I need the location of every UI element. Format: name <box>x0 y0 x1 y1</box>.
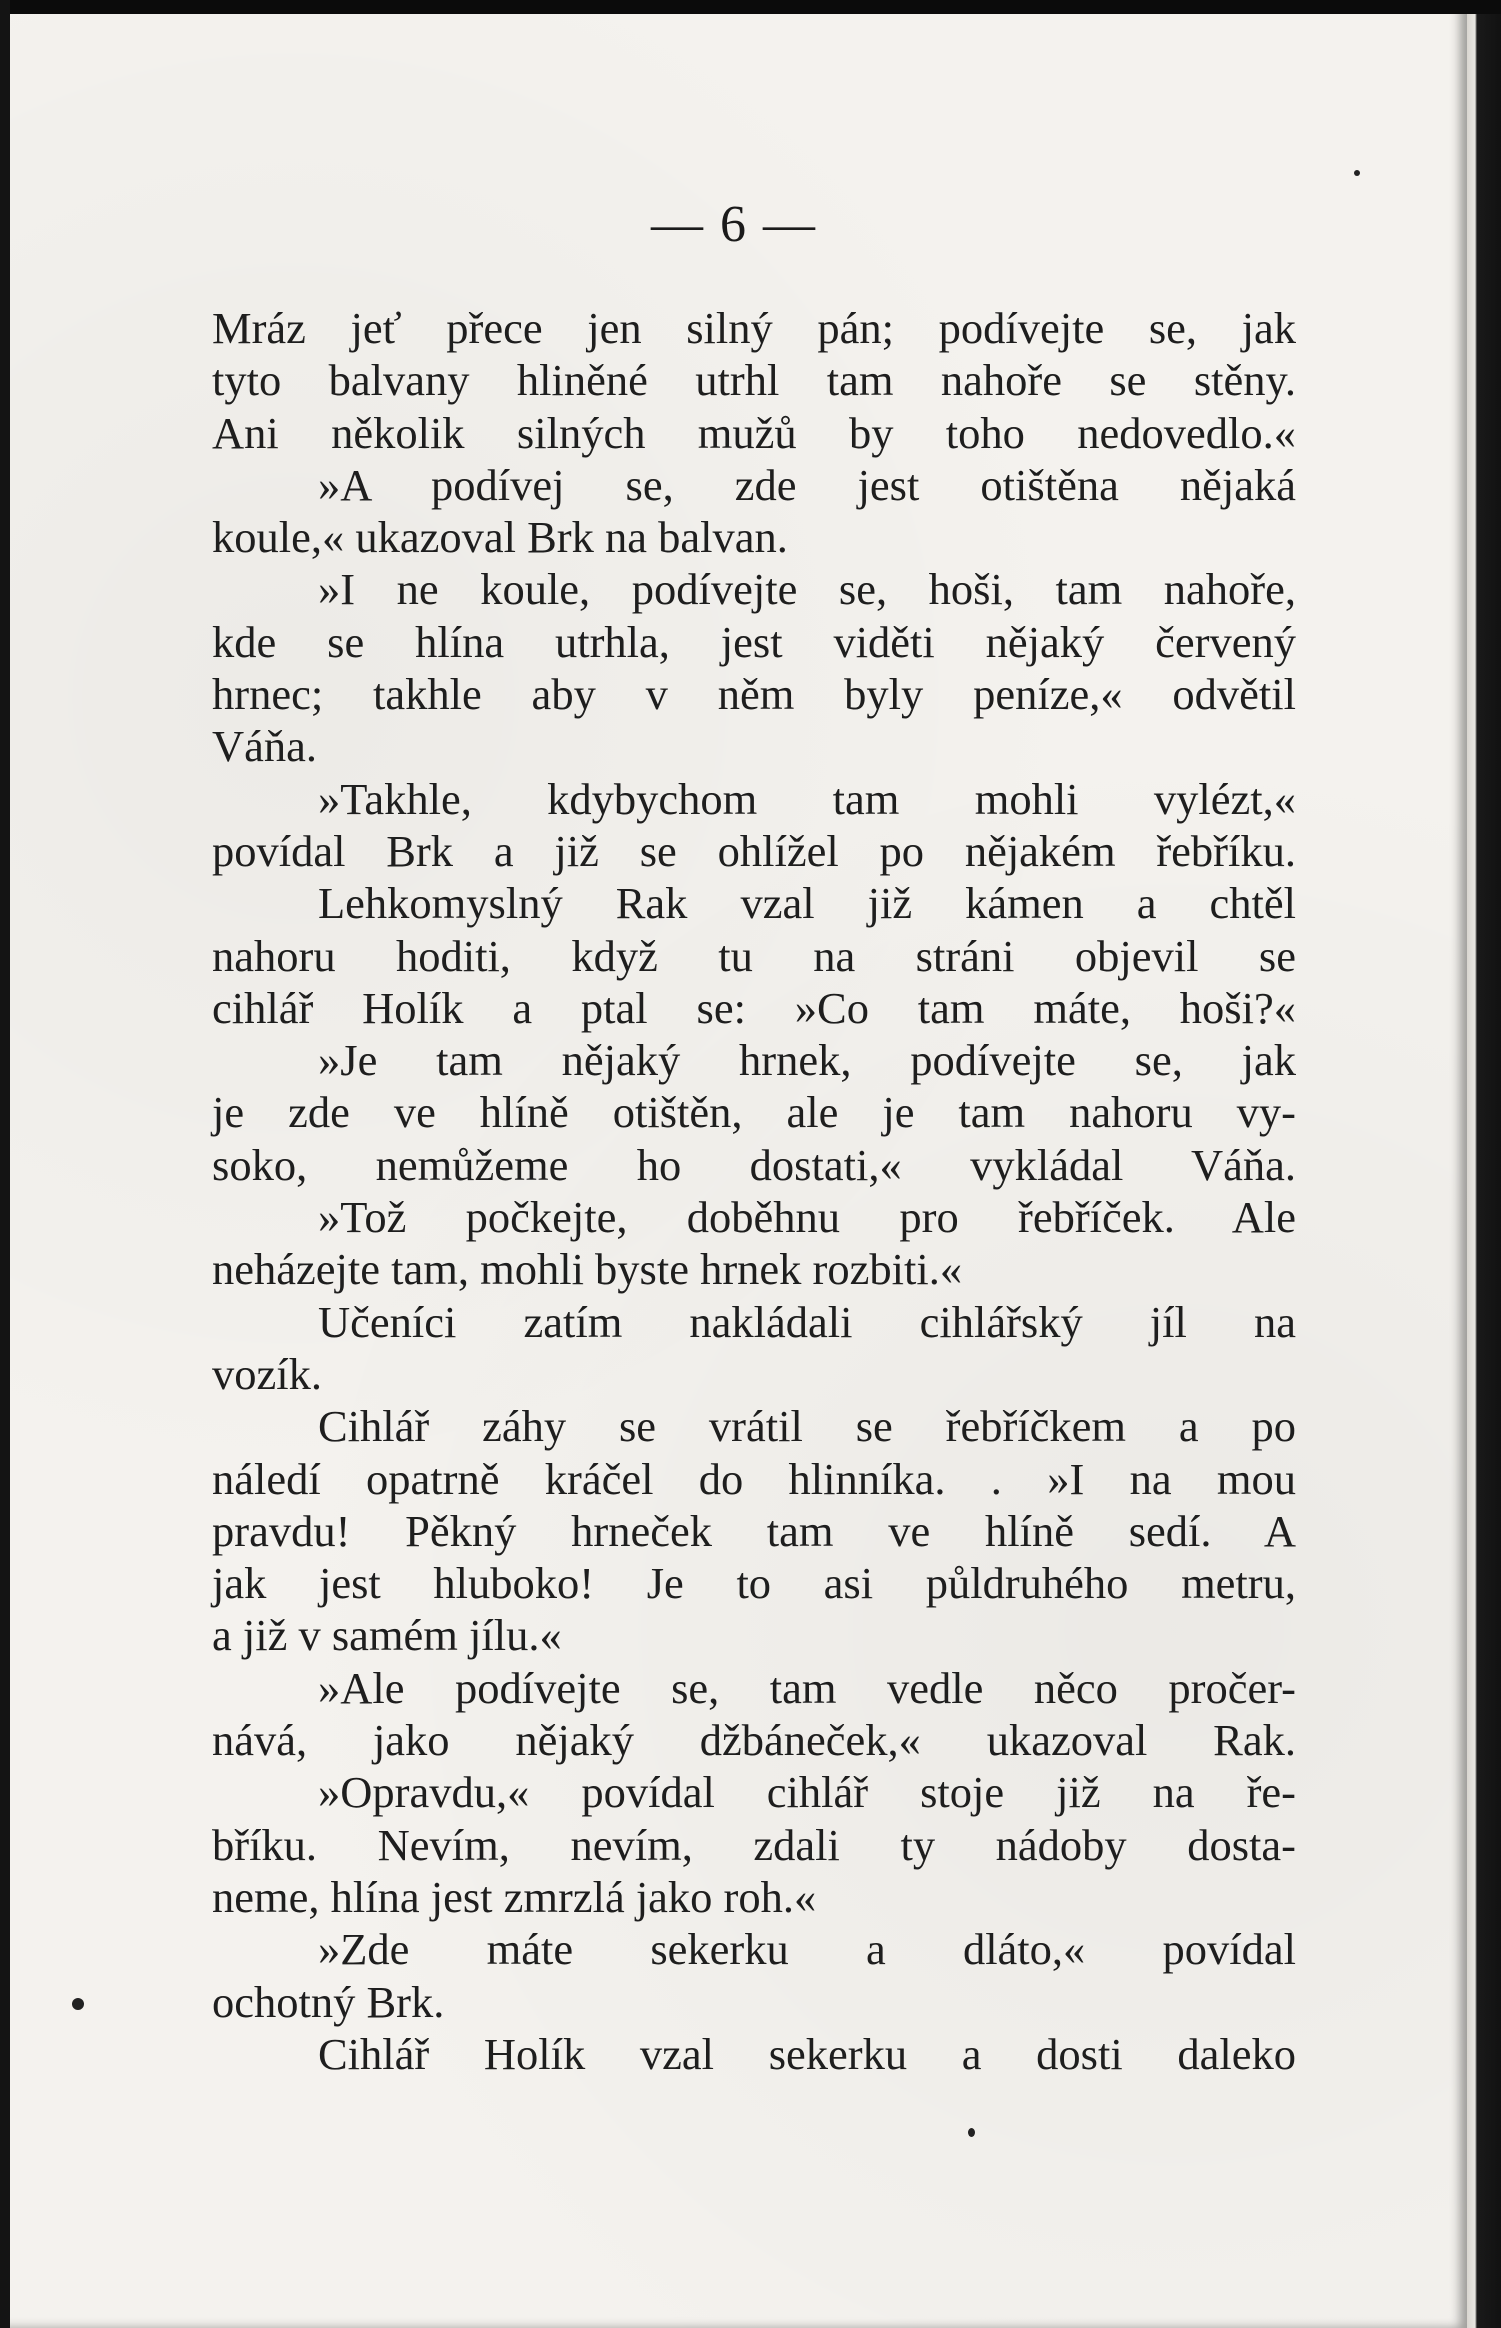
text-line: Učeníci zatím nakládali cihlářský jíl na <box>318 1296 1296 1347</box>
text-line: tyto balvany hliněné utrhl tam nahoře se stěny. <box>212 355 1296 406</box>
body-text <box>212 302 1296 2080</box>
text-line: »Je tam nějaký hrnek, podívejte se, jak <box>318 1035 1296 1086</box>
scan-top-border <box>0 0 1501 14</box>
text-line: bříku. Nevím, nevím, zdali ty nádoby dosta- <box>212 1819 1296 1870</box>
text-line: »Ale podívejte se, tam vedle něco pročer- <box>318 1662 1296 1713</box>
text-line: neházejte tam, mohli byste hrnek rozbiti.« <box>212 1244 963 1295</box>
text-line: »I ne koule, podívejte se, hoši, tam nahoře, <box>318 564 1296 615</box>
ink-speck <box>72 1998 84 2010</box>
text-line: jak jest hluboko! Je to asi půldruhého metru, <box>212 1558 1296 1609</box>
text-line: povídal Brk a již se ohlížel po nějakém řebříku. <box>212 825 1296 876</box>
text-line: je zde ve hlíně otištěn, ale je tam nahoru vy- <box>212 1087 1296 1138</box>
text-line: Cihlář záhy se vrátil se řebříčkem a po <box>318 1401 1296 1452</box>
text-line: Váňa. <box>212 721 318 772</box>
ink-speck <box>968 2128 975 2137</box>
text-line: pravdu! Pěkný hrneček tam ve hlíně sedí. A <box>212 1505 1296 1556</box>
text-line: »Takhle, kdybychom tam mohli vylézt,« <box>318 773 1296 824</box>
text-line: »Opravdu,« povídal cihlář stoje již na ře- <box>318 1767 1296 1818</box>
text-line: soko, nemůžeme ho dostati,« vykládal Váňa. <box>212 1139 1296 1190</box>
text-line: neme, hlína jest zmrzlá jako roh.« <box>212 1871 817 1922</box>
text-line: a již v samém jílu.« <box>212 1610 562 1661</box>
text-line: koule,« ukazoval Brk na balvan. <box>212 512 788 563</box>
text-line: Mráz jeť přece jen silný pán; podívejte se, jak <box>212 303 1296 353</box>
text-line: »Zde máte sekerku a dláto,« povídal <box>318 1924 1296 1975</box>
text-line: Cihlář Holík vzal sekerku a dosti daleko <box>318 2028 1296 2079</box>
page-number: — 6 — <box>651 196 817 253</box>
text-line: hrnec; takhle aby v něm byly peníze,« odvětil <box>212 669 1296 720</box>
text-line: »A podívej se, zde jest otištěna nějaká <box>318 459 1296 510</box>
scan-left-border <box>0 0 10 2328</box>
text-line: kde se hlína utrhla, jest viděti nějaký červený <box>212 616 1296 667</box>
text-line: nahoru hoditi, když tu na stráni objevil se <box>212 930 1296 981</box>
text-line: nává, jako nějaký džbáneček,« ukazoval Rak. <box>212 1715 1296 1766</box>
text-line: vozík. <box>212 1348 322 1399</box>
text-line: náledí opatrně kráčel do hlinníka. . »I na mou <box>212 1453 1296 1504</box>
text-line: cihlář Holík a ptal se: »Co tam máte, hoši?« <box>212 982 1296 1033</box>
text-line: Ani několik silných mužů by toho nedovedlo.« <box>212 407 1296 458</box>
text-line: ochotný Brk. <box>212 1976 445 2027</box>
ink-speck <box>1354 170 1360 176</box>
page-edge <box>1467 0 1501 2328</box>
text-line: Lehkomyslný Rak vzal již kámen a chtěl <box>318 878 1296 929</box>
text-line: »Tož počkejte, doběhnu pro řebříček. Ale <box>318 1192 1296 1243</box>
